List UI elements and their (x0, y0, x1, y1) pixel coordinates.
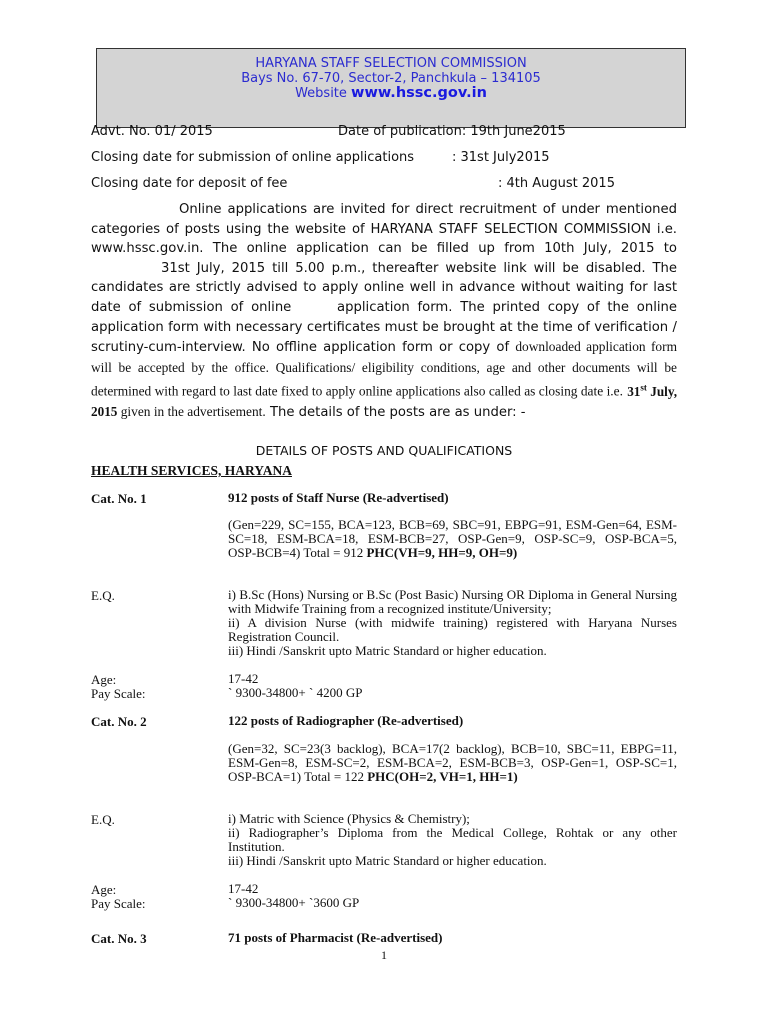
intro-text-5: given in the advertisement. (117, 404, 266, 420)
cat3-title: 71 posts of Pharmacist (Re-advertised) (228, 930, 443, 945)
intro-text-6: The details of the posts are as under: - (269, 405, 526, 421)
advt-number: Advt. No. 01/ 2015 (91, 124, 213, 139)
cat1-eq (228, 588, 677, 658)
intro-paragraph (91, 200, 677, 423)
website-label: Website (295, 86, 347, 101)
intro-text-3: application form. The printed copy of the online application form with necessary certificates must be brought at the time of verification / scrutiny-cum-interview. No offline application form or copy of (91, 299, 677, 356)
cat2-label: Cat. No. 2 (91, 714, 147, 729)
cat1-pay: ` 9300-34800+ ` 4200 GP (228, 685, 363, 700)
intro-text-2: 31st July, 2015 till 5.00 p.m., thereafter website link will be disabled. The candidates are strictly advised to apply online well in advance without waiting for last date of submission of online (91, 260, 677, 315)
closing-online-label: Closing date for submission of online applications (91, 150, 415, 165)
cat1-eq-label: E.Q. (91, 588, 115, 603)
cat2-pay: ` 9300-34800+ `3600 GP (228, 895, 360, 910)
cat2-eq (228, 812, 677, 868)
org-name: HARYANA STAFF SELECTION COMMISSION (255, 56, 527, 71)
cat1-title: 912 posts of Staff Nurse (Re-advertised) (228, 490, 449, 505)
cat1-age: 17-42 (228, 671, 259, 686)
cat1-age-label: Age: (91, 672, 117, 687)
cat2-age-label: Age: (91, 882, 117, 897)
cat1-label: Cat. No. 1 (91, 491, 147, 506)
cat2-phc: PHC(OH=2, VH=1, HH=1) (367, 769, 518, 784)
cat1-eq-1: i) B.Sc (Hons) Nursing or B.Sc (Post Basic) Nursing OR Diploma in General Nursing with Midwife Training from a recognized institute/University; (228, 587, 677, 616)
closing-fee-value: : 4th August 2015 (498, 176, 615, 191)
cat2-age: 17-42 (228, 881, 259, 896)
intro-text-1: Online applications are invited for direct recruitment of under mentioned categories of posts using the website of HARYANA STAFF SELECTION COMMISSION i.e. www.hssc.gov.in. The online application can be filled up from 10th July, 2015 to (91, 202, 677, 257)
cat2-eq-label: E.Q. (91, 812, 115, 827)
website-link[interactable]: www.hssc.gov.in (351, 85, 487, 101)
cat1-breakup: (Gen=229, SC=155, BCA=123, BCB=69, SBC=91, EBPG=91, ESM-Gen=64, ESM-SC=18, ESM-BCA=18, ESM-BCB=27, OSP-Gen=9, OSP-SC=9, OSP-BCA=5, OSP-BCB=4) Total = 912 PHC(VH=9, HH=9, OH=9) (228, 517, 677, 560)
header-box (96, 48, 686, 128)
org-address: Bays No. 67-70, Sector-2, Panchkula – 134105 (241, 71, 541, 86)
cat2-eq-3: iii) Hindi /Sanskrit upto Matric Standard or higher education. (228, 853, 547, 868)
closing-online-value: : 31st July2015 (452, 150, 550, 165)
page-number: 1 (381, 948, 387, 962)
cat2-eq-2: ii) Radiographer’s Diploma from the Medical College, Rohtak or any other Institution. (228, 825, 677, 854)
cat2-breakup: (Gen=32, SC=23(3 backlog), BCA=17(2 backlog), BCB=10, SBC=11, EBPG=11, ESM-Gen=8, ESM-SC=2, ESM-BCA=2, ESM-BCB=3, OSP-Gen=1, OSP-SC=1, OSP-BCA=1) Total = 122 PHC(OH=2, VH=1, HH=1) (228, 741, 677, 784)
cat3-label: Cat. No. 3 (91, 931, 147, 946)
cat2-pay-label: Pay Scale: (91, 896, 146, 911)
closing-fee-label: Closing date for deposit of fee (91, 176, 288, 191)
closing-date-bold: 31st July, 2015 (91, 382, 678, 420)
cat1-eq-3: iii) Hindi /Sanskrit upto Matric Standard or higher education. (228, 643, 547, 658)
publication-date: Date of publication: 19th June2015 (338, 124, 566, 139)
intro-text-4: downloaded application form will be accepted by the office. Qualifications/ eligibility conditions, age and other documents will be determined with regard to last date fixed to apply online applications also called as closing date i.e. (91, 339, 677, 399)
cat1-phc: PHC(VH=9, HH=9, OH=9) (366, 545, 518, 560)
cat2-eq-1: i) Matric with Science (Physics & Chemistry); (228, 811, 470, 826)
cat1-pay-label: Pay Scale: (91, 686, 146, 701)
cat2-title: 122 posts of Radiographer (Re-advertised) (228, 713, 464, 728)
details-heading: DETAILS OF POSTS AND QUALIFICATIONS (255, 443, 513, 458)
cat1-eq-2: ii) A division Nurse (with midwife training) registered with Haryana Nurses Registration Council. (228, 615, 677, 644)
section-title: HEALTH SERVICES, HARYANA (91, 463, 292, 478)
